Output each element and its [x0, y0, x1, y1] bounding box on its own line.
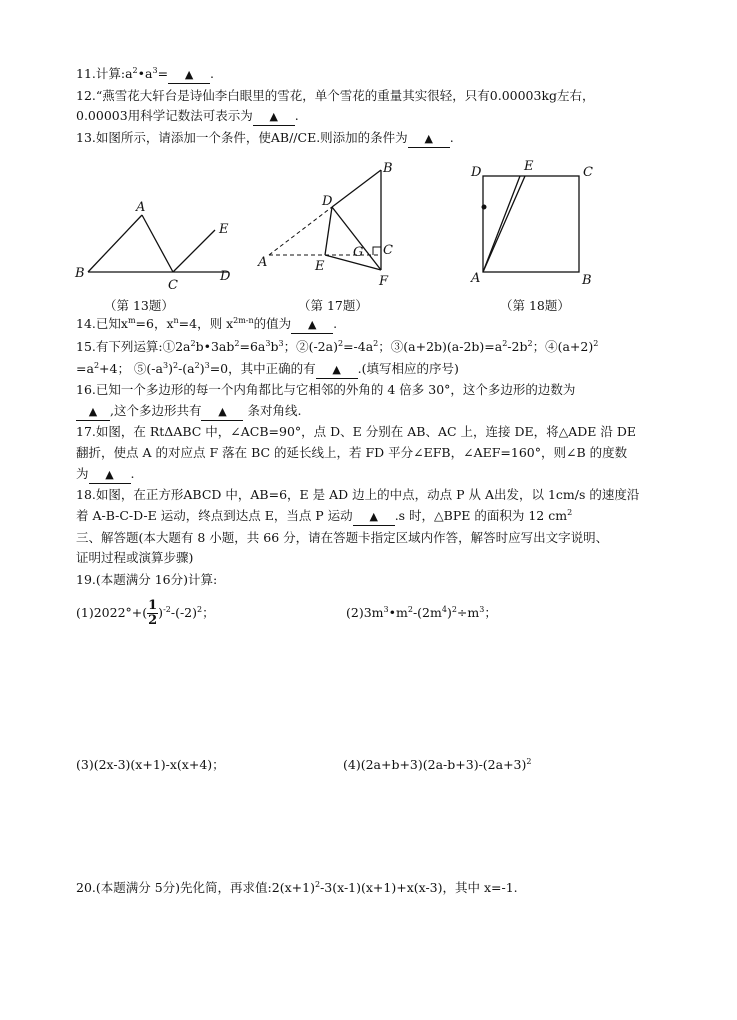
q16-text: 条对角线.	[243, 403, 302, 418]
q15-text: =-4a	[343, 339, 374, 354]
label-C: C	[383, 243, 393, 258]
caption-fig13: （第 13题）	[104, 298, 174, 313]
q20-text: -3(x-1)(x+1)+x(x-3)，其中 x=-1.	[320, 880, 518, 895]
q15-text: =0，其中正确的有	[209, 361, 316, 376]
caption-fig18: （第 18题）	[500, 298, 570, 313]
exp: 2	[527, 338, 533, 348]
answer-blank: ▲	[408, 131, 450, 148]
answer-blank: ▲	[201, 404, 243, 421]
question-13	[76, 130, 454, 148]
exp: 2	[502, 338, 508, 348]
question-17-line-2: 翻折，使点 A 的对应点 F 落在 BC 的延长线上，若 FD 平分∠EFB，∠AEF=160°，则∠B 的度数	[76, 445, 628, 460]
question-19-heading: 19.(本题满分 16分)计算:	[76, 572, 218, 587]
question-18-line-1: 18.如图，在正方形ABCD 中，AB=6，E 是 AD 边上的中点，动点 P 从 A出发，以 1cm/s 的速度沿	[76, 487, 640, 502]
figure-13	[70, 190, 240, 290]
q19-text: (4)(2a+b+3)(2a-b+3)-(2a+3)	[343, 757, 527, 772]
q19-text: ÷m	[456, 605, 480, 620]
q15-text: 15.有下列运算:①2a	[76, 339, 191, 354]
q19-text: )	[446, 605, 452, 620]
exp: m	[127, 315, 136, 325]
exp: 3	[152, 65, 158, 75]
q11-text: 11.计算:a	[76, 66, 133, 81]
q18-text: .s 时，△BPE 的面积为 12 cm	[394, 508, 568, 523]
label-C: C	[583, 165, 593, 180]
question-16-line-2	[76, 403, 301, 421]
q19-text: -(2m	[412, 605, 442, 620]
question-15-line-1	[76, 339, 598, 355]
denominator: 2	[148, 613, 158, 628]
label-B: B	[383, 161, 393, 176]
q19-part-2	[346, 605, 497, 621]
q19-text: (1)2022°+(	[76, 605, 148, 620]
q11-text: =	[157, 66, 169, 81]
exp: 3	[479, 604, 485, 614]
q15-text: ；③(a+2b)(a-2b)=a	[378, 339, 503, 354]
label-A: A	[136, 200, 146, 215]
exp: 3	[204, 360, 210, 370]
question-12-line-1: 12.“燕雪花大轩台是诗仙李白眼里的雪花，单个雪花的重量其实很轻，只有0.00003kg左右，	[76, 88, 595, 103]
exp: 3	[265, 338, 271, 348]
q15-text: =a	[76, 361, 94, 376]
q19-text: ；	[484, 605, 497, 620]
question-11	[76, 66, 214, 84]
exp: 2	[194, 360, 200, 370]
q14-text: 14.已知x	[76, 316, 128, 331]
question-20	[76, 880, 518, 896]
exp: n	[173, 315, 179, 325]
answer-blank: ▲	[316, 362, 358, 379]
label-E: E	[219, 222, 229, 237]
label-A: A	[258, 255, 268, 270]
q19-text: )	[158, 605, 164, 620]
q15-text: =6a	[239, 339, 266, 354]
q15-text: +4； ⑤(-a	[99, 361, 163, 376]
label-A: A	[471, 271, 481, 286]
exp: 2	[314, 879, 321, 889]
exp: 2	[451, 604, 457, 614]
exp: 2	[593, 338, 599, 348]
label-B: B	[75, 266, 85, 281]
exp: 2	[172, 360, 179, 370]
q19-part-1	[76, 598, 215, 628]
q15-text: b	[270, 339, 279, 354]
label-D: D	[322, 194, 333, 209]
q14-text: =6，x	[135, 316, 174, 331]
section-3-heading-line-2: 证明过程或演算步骤)	[76, 550, 194, 565]
exp: 2	[407, 604, 413, 614]
question-17-line-1: 17.如图，在 RtΔABC 中，∠ACB=90°，点 D、E 分别在 AB、AC 上，连接 DE，将△ADE 沿 DE	[76, 424, 637, 439]
q19-text: •m	[388, 605, 408, 620]
q16-text: ,这个多边形共有	[110, 403, 202, 418]
label-B: B	[582, 273, 592, 288]
q19-part-4	[343, 757, 531, 773]
q20-text: 20.(本题满分 5分)先化简，再求值:2(x+1)	[76, 880, 315, 895]
q15-text: ；②(-2a)	[283, 339, 338, 354]
answer-blank: ▲	[291, 317, 333, 334]
answer-blank: ▲	[253, 109, 295, 126]
q11-text: .	[210, 66, 215, 81]
q15-text: )	[168, 361, 173, 376]
exp: 2	[526, 756, 532, 766]
q13-text: 13.如图所示，请添加一个条件，使AB//CE.则添加的条件为	[76, 130, 408, 145]
exp: 2	[93, 360, 100, 370]
label-E: E	[524, 160, 534, 174]
label-F: F	[379, 274, 389, 289]
q15-text: .(填写相应的序号)	[357, 361, 459, 376]
figure-18	[465, 160, 605, 290]
exp: 4	[441, 604, 447, 614]
exp: 2	[197, 604, 203, 614]
q15-text: )	[199, 361, 205, 376]
numerator: 1	[148, 598, 158, 613]
label-C: C	[168, 278, 178, 290]
q17-text: .	[130, 466, 135, 481]
q15-text: -2b	[507, 339, 528, 354]
answer-blank: ▲	[76, 404, 110, 421]
exp: -2	[163, 604, 171, 614]
section-3-heading-line-1: 三、解答题(本大题有 8 小题，共 66 分，请在答题卡指定区域内作答，解答时应写出文字说明、	[76, 530, 609, 545]
question-14	[76, 316, 337, 334]
question-18-line-2	[76, 508, 572, 526]
q12-text: 0.00003用科学记数法可表示为	[76, 108, 253, 123]
q14-text: 的值为	[253, 316, 292, 331]
label-G: G	[353, 245, 364, 260]
exp: 2	[567, 507, 573, 517]
answer-blank: ▲	[353, 509, 395, 526]
q14-text: =4，则 x	[178, 316, 234, 331]
exp: 3	[162, 360, 169, 370]
answer-blank: ▲	[89, 467, 131, 484]
q18-text: 着 A-B-C-D-E 运动，终点到达点 E，当点 P 运动	[76, 508, 353, 523]
label-D: D	[220, 269, 231, 284]
q19-part-3: (3)(2x-3)(x+1)-x(x+4)；	[76, 757, 225, 772]
q17-text: 为	[76, 466, 89, 481]
exp: 2	[373, 338, 379, 348]
exp: 2m-n	[233, 315, 254, 325]
q19-text: -(-2)	[170, 605, 198, 620]
caption-fig17: （第 17题）	[298, 298, 368, 313]
q19-text: (2)3m	[346, 605, 384, 620]
q19-text: ；	[202, 605, 215, 620]
q15-text: -(a	[178, 361, 195, 376]
exp: 3	[278, 338, 284, 348]
question-16-line-1: 16.已知一个多边形的每一个内角都比与它相邻的外角的 4 倍多 30°，这个多边形的边数为	[76, 382, 576, 397]
exp: 2	[234, 338, 240, 348]
q15-text: ；④(a+2)	[532, 339, 594, 354]
question-17-line-3	[76, 466, 135, 484]
question-15-line-2	[76, 361, 459, 379]
label-D: D	[471, 165, 482, 180]
exp: 2	[132, 65, 138, 75]
figure-17	[255, 160, 405, 290]
q13-text: .	[449, 130, 454, 145]
q12-text: .	[294, 108, 299, 123]
q15-text: b•3ab	[195, 339, 235, 354]
q14-text: .	[333, 316, 338, 331]
label-E: E	[315, 259, 325, 274]
exp: 3	[383, 604, 389, 614]
answer-blank: ▲	[168, 67, 210, 84]
exp: 2	[337, 338, 344, 348]
exp: 2	[190, 338, 196, 348]
question-12-line-2	[76, 108, 299, 126]
fraction-one-half	[147, 599, 158, 628]
q11-text: •a	[137, 66, 153, 81]
